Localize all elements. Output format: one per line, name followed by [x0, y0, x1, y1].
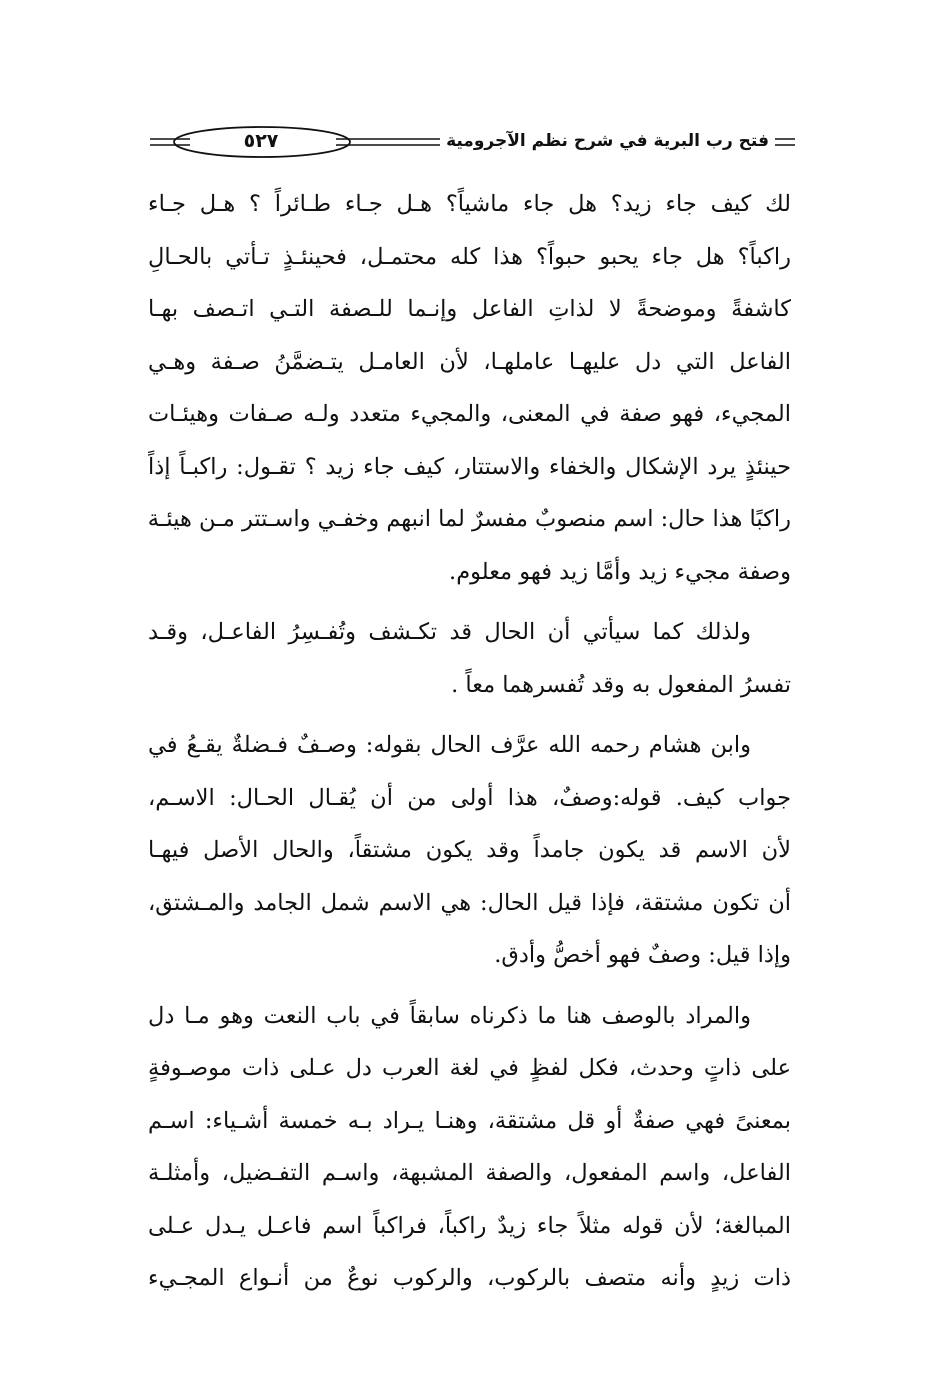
paragraph [148, 990, 791, 1305]
text-line: راكباً؟ هل جاء يحبو حبواً؟ هذا كله محتمـل، فحينئـذٍ تـأتي بالحـالِ [148, 243, 791, 270]
text-line: والمراد بالوصف هنا ما ذكرناه سابقاً في باب النعت وهو مـا دل [148, 1002, 751, 1029]
text-line: لأن الاسم قد يكون جامداً وقد يكون مشتقاً، والحال الأصل فيهـا [148, 837, 791, 863]
text-line: راكبًا هذا حال: اسم منصوبٌ مفسرٌ لما انبهم وخفـي واسـتتر مـن هيئـة [148, 506, 791, 532]
text-line: حينئذٍ يرد الإشكال والخفاء والاستتار، كيف جاء زيد ؟ تقـول: راكبـاً إذاً [148, 453, 791, 480]
page-number: ٥٢٧ [243, 130, 279, 152]
text-line: المبالغة؛ لأن قوله مثلاً جاء زيدٌ راكباً، فراكباً اسم فاعـل يـدل عـلى [148, 1212, 791, 1239]
text-line: ذات زيدٍ وأنه متصف بالركوب، والركوب نوعٌ من أنـواع المجـيء [148, 1265, 791, 1291]
paragraph [148, 178, 791, 598]
text-line: تفسرُ المفعول به وقد تُفسرهما معاً . [451, 671, 791, 698]
text-line: لك كيف جاء زيد؟ هل جاء ماشياً؟ هـل جـاء طـائراً ؟ هـل جـاء [148, 191, 791, 217]
paragraph [148, 719, 791, 982]
text-line: الفاعل التي دل عليهـا عاملهـا، لأن العامـل يتـضمَّنُ صـفة وهـي [148, 348, 791, 375]
text-line: المجيء، فهو صفة في المعنى، والمجيء متعدد ولـه صـفات وهيئـات [148, 401, 791, 427]
running-header [150, 118, 795, 166]
text-line: ولذلك كما سيأتي أن الحال قد تكـشف وتُفـسِرُ الفاعـل، وقـد [148, 619, 751, 645]
text-line: وإذا قيل: وصفٌ فهو أخصُّ وأدق. [494, 942, 791, 968]
text-line: كاشفةً وموضحةً لا لذاتِ الفاعل وإنـما للـصفة التـي اتـصف بهـا [148, 296, 791, 322]
text-line: أن تكون مشتقة، فإذا قيل الحال: هي الاسم شمل الجامد والمـشتق، [148, 889, 791, 916]
text-line: على ذاتٍ وحدث، فكل لفظٍ في لغة العرب دل عـلى ذات موصـوفةٍ [148, 1055, 791, 1081]
text-line: جواب كيف. قوله:وصفٌ، هذا أولى من أن يُقـال الحـال: الاسـم، [148, 784, 791, 811]
running-title: فتح رب البرية في شرح نظم الآجرومية [440, 125, 775, 157]
text-line: وصفة مجيء زيد وأمَّا زيد فهو معلوم. [449, 558, 791, 585]
text-line: وابن هشام رحمه الله عرَّف الحال بقوله: وصـفٌ فـضلةٌ يقـعُ في [148, 732, 751, 758]
paragraph [148, 606, 791, 711]
text-line: بمعنىً فهي صفةٌ أو قل مشتقة، وهنـا يـراد بـه خمسة أشـياء: اسـم [148, 1107, 791, 1134]
text-line: الفاعل، واسم المفعول، والصفة المشبهة، واسـم التفـضيل، وأمثلـة [148, 1160, 791, 1186]
body-text [148, 178, 791, 1305]
